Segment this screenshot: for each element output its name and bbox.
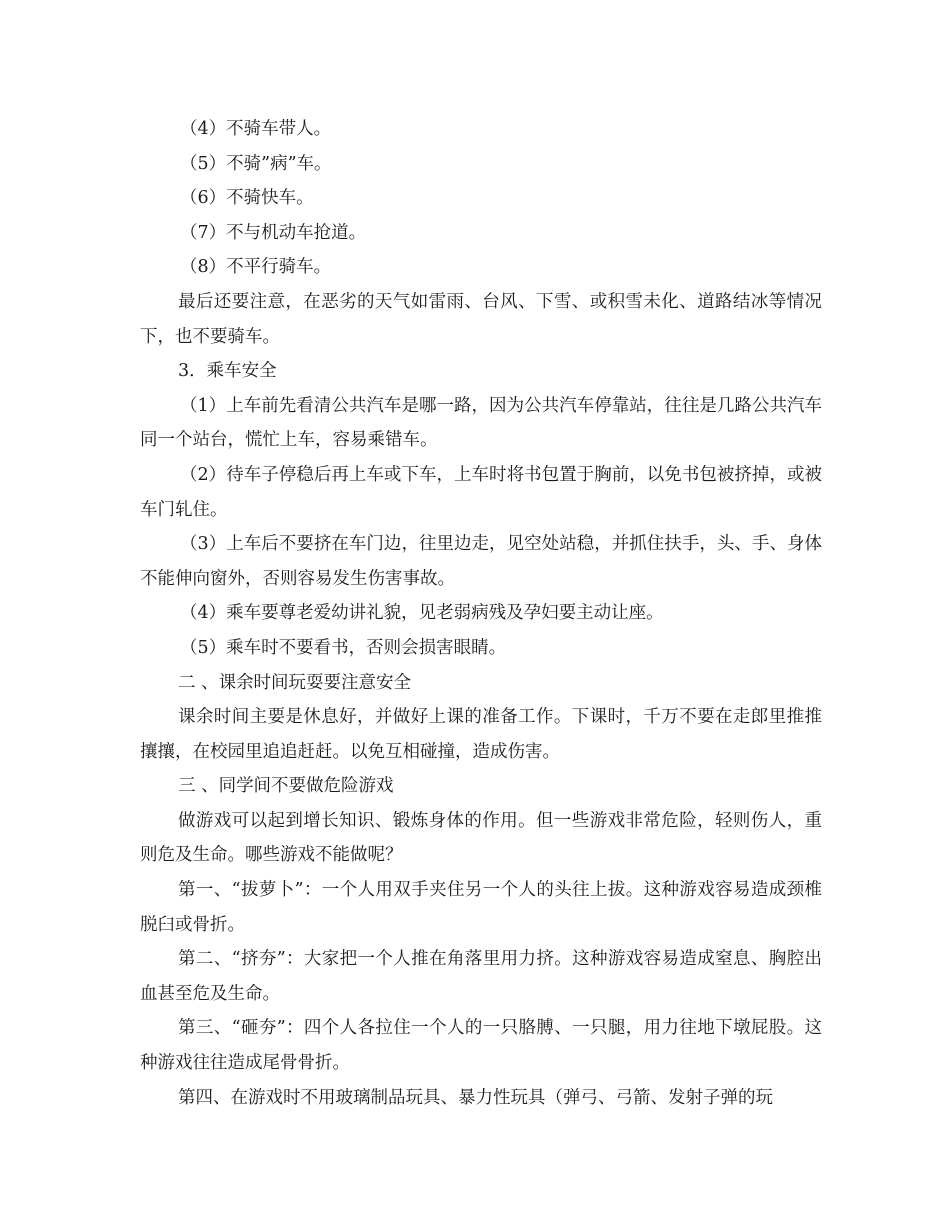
document-body xyxy=(140,112,822,1115)
rule-no-faulty-bike: （5）不骑”病”车。 xyxy=(180,153,332,174)
bus-rule-1: （1）上车前先看清公共汽车是哪一路，因为公共汽车停靠站，往往是几路公共汽车同一个站台，慌忙上车，容易乘错车。 xyxy=(140,395,822,451)
bad-weather-paragraph: 最后还要注意，在恶劣的天气如雷雨、台风、下雪、或积雪未化、道路结冰等情况下，也不要骑车。 xyxy=(140,291,822,347)
rule-no-passenger: （4）不骑车带人。 xyxy=(180,119,332,139)
bus-rule-4: （4）乘车要尊老爱幼讲礼貌，见老弱病残及孕妇要主动让座。 xyxy=(180,603,664,624)
rule-no-racing-vehicles: （7）不与机动车抢道。 xyxy=(180,222,367,243)
bus-rule-5: （5）乘车时不要看书，否则会损害眼睛。 xyxy=(180,637,507,658)
game-4-paragraph: 第四、在游戏时不用玻璃制品玩具、暴力性玩具（弹弓、弓箭、发射子弹的玩 xyxy=(178,1087,773,1108)
recess-paragraph: 课余时间主要是休息好，并做好上课的准备工作。下课时，千万不要在走郎里推推攘攘，在校园里追追赶赶。以免互相碰撞，造成伤害。 xyxy=(140,707,822,762)
section-heading-recess: 二 、课余时间玩耍要注意安全 xyxy=(178,672,412,693)
games-intro-paragraph: 做游戏可以起到增长知识、锻炼身体的作用。但一些游戏非常危险，轻则伤人，重则危及生命。哪些游戏不能做呢？ xyxy=(140,810,822,866)
section-heading-games: 三 、同学间不要做危险游戏 xyxy=(178,776,394,797)
bus-rule-3: （3）上车后不要挤在车门边，往里边走，见空处站稳，并抓住扶手，头、手、身体不能伸向窗外，否则容易发生伤害事故。 xyxy=(140,534,822,589)
rule-no-speeding: （6）不骑快车。 xyxy=(180,188,314,209)
game-2-paragraph: 第二、“挤夯”：大家把一个人推在角落里用力挤。这种游戏容易造成窒息、胸腔出血甚至危及生命。 xyxy=(140,949,822,1004)
rule-no-side-by-side: （8）不平行骑车。 xyxy=(180,257,332,278)
section-heading-bus-safety: 3．乘车安全 xyxy=(178,361,277,382)
bus-rule-2: （2）待车子停稳后再上车或下车，上车时将书包置于胸前，以免书包被挤掉，或被车门轧住。 xyxy=(140,464,822,520)
game-1-paragraph: 第一、“拔萝卜”：一个人用双手夹住另一个人的头往上拔。这种游戏容易造成颈椎脱臼或骨折。 xyxy=(140,880,822,935)
game-3-paragraph: 第三、“砸夯”：四个人各拉住一个人的一只胳膊、一只腿，用力往地下墩屁股。这种游戏往往造成尾骨骨折。 xyxy=(140,1018,822,1074)
